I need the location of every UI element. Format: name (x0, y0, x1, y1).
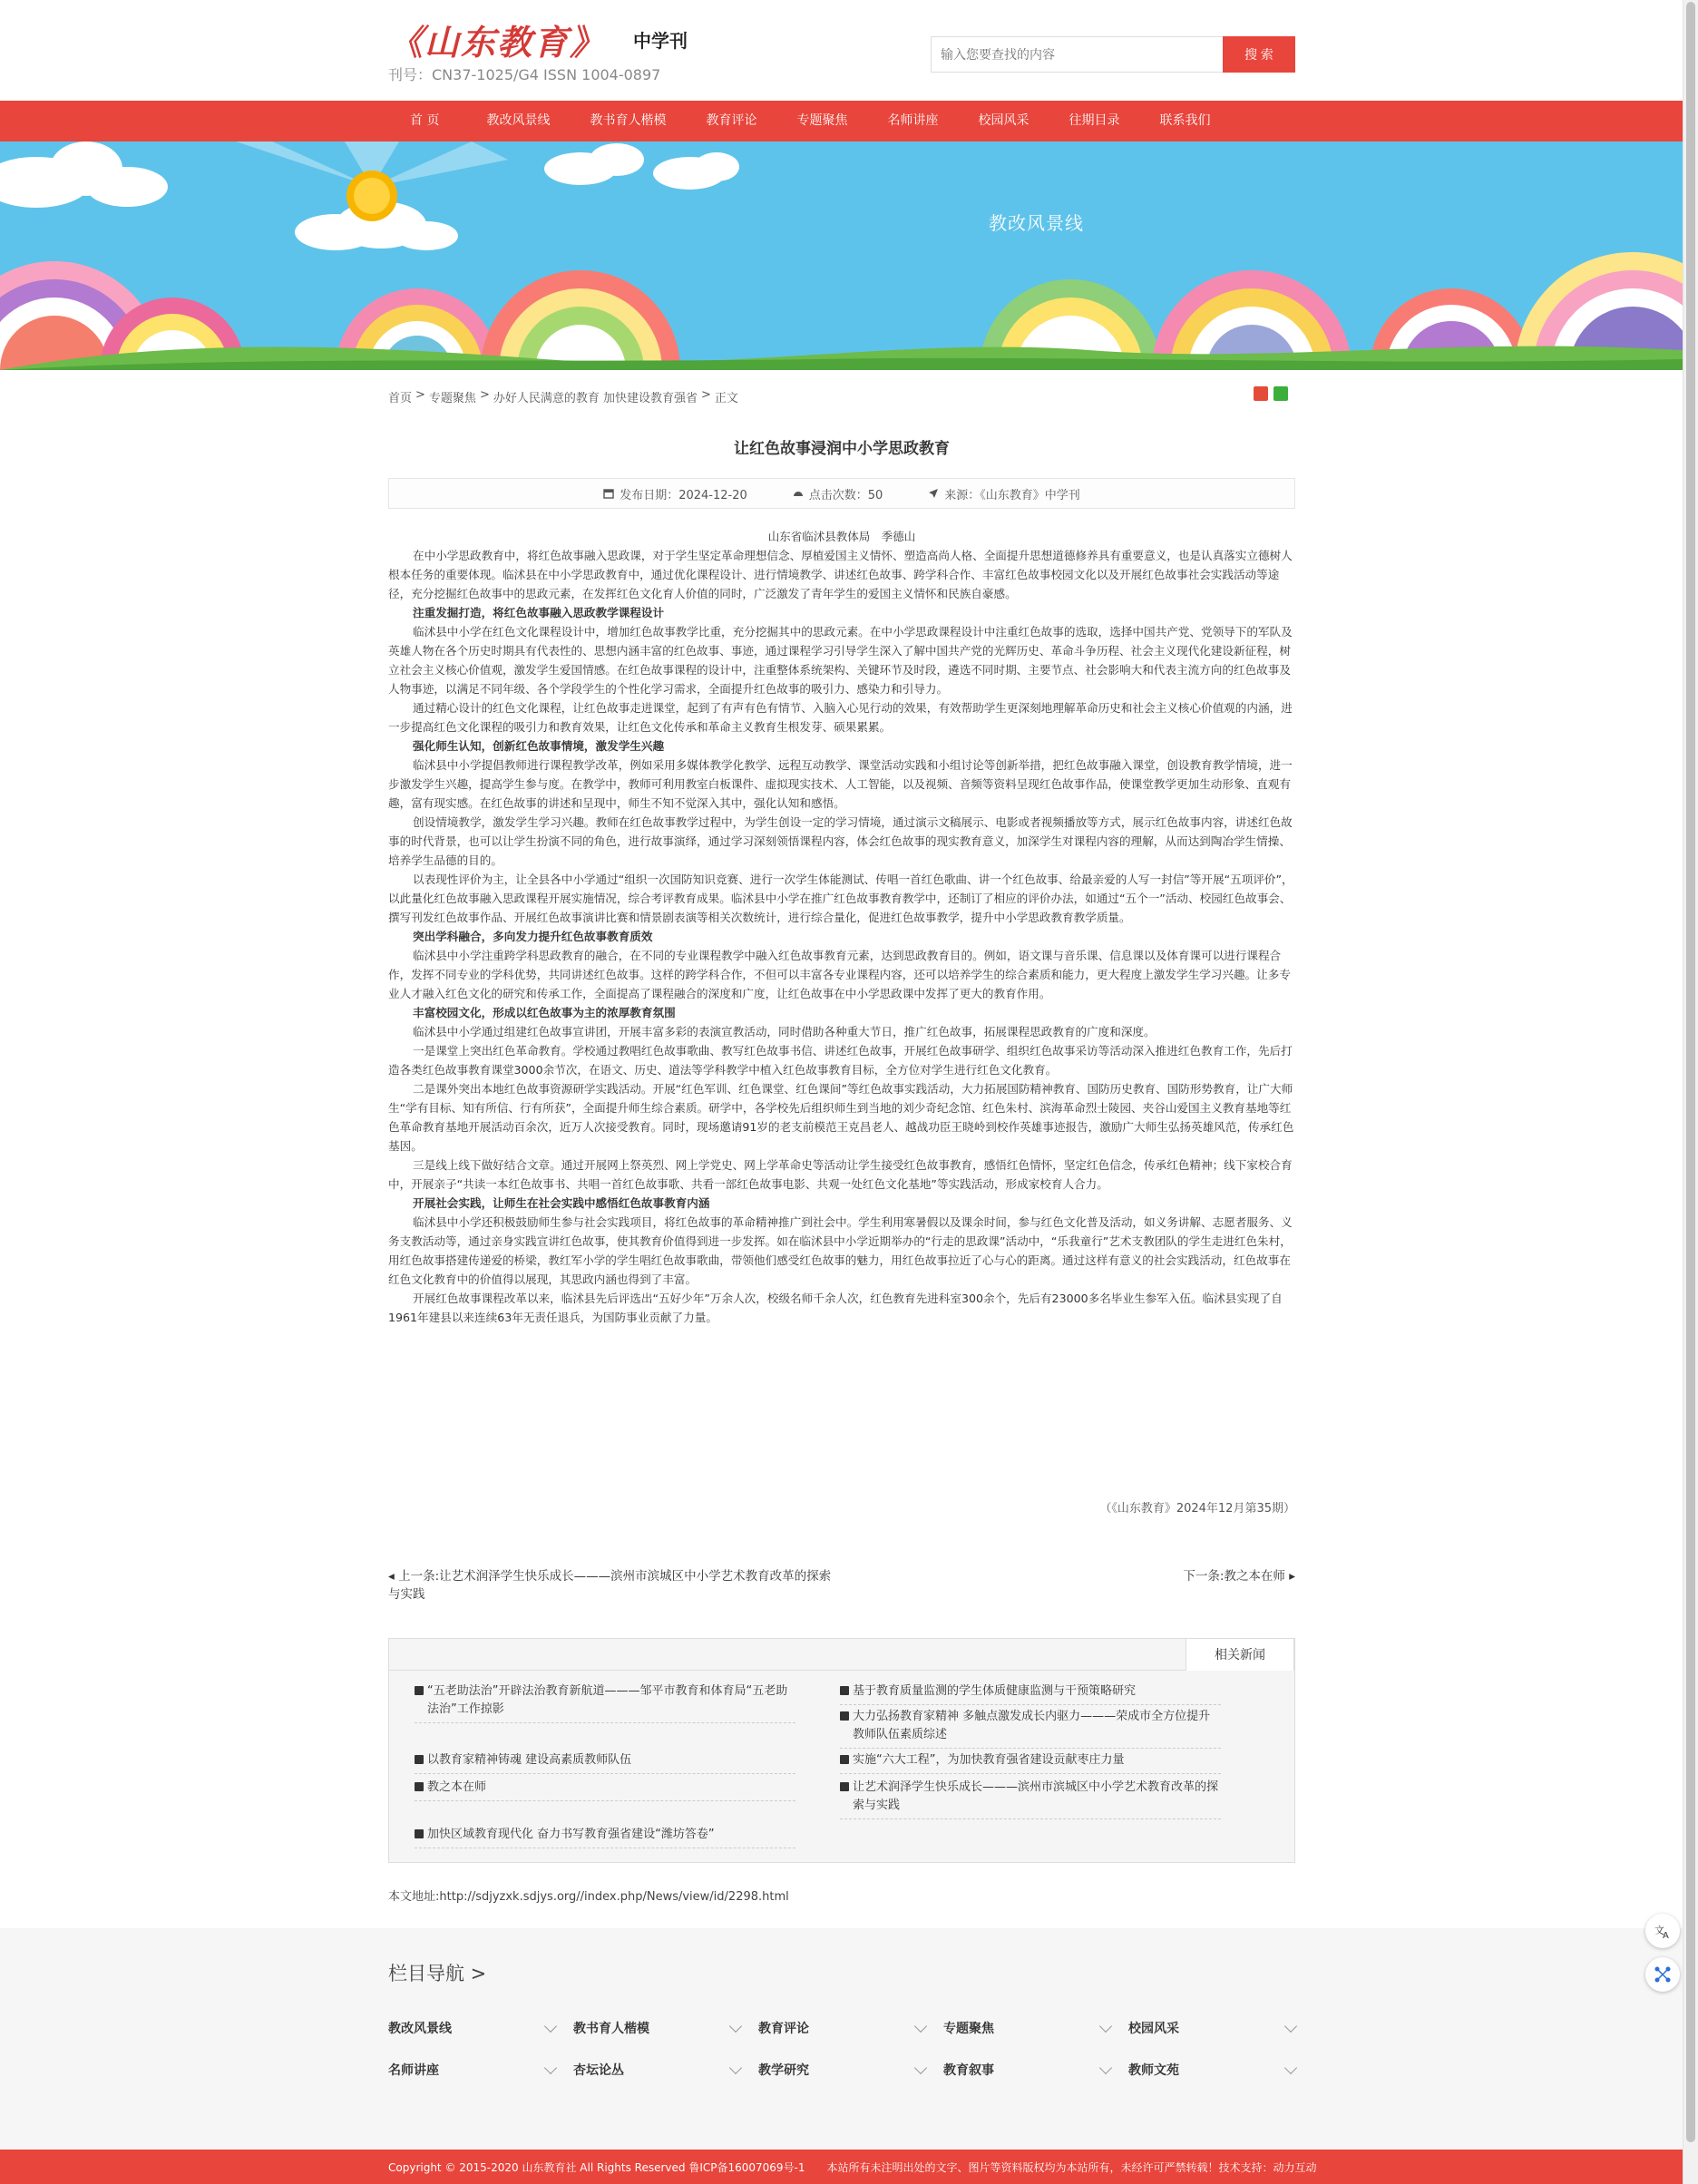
copyright-text: Copyright © 2015-2020 山东教育社 All Rights Reserved 鲁ICP备16007069号-1 本站所有未注明出处的文字、图片等资料版权均为本站所有，未经许可严禁转载！技术支持：动力互动 (388, 2161, 1317, 2174)
breadcrumb-sep: > (479, 388, 490, 402)
chevron-down-icon (729, 2020, 742, 2033)
breadcrumb-home[interactable]: 首页 (388, 392, 413, 405)
nav-item-lianxi[interactable]: 联系我们 (1159, 113, 1211, 128)
location-arrow-icon (928, 488, 939, 499)
paragraph: 二是课外突出本地红色故事资源研学实践活动。开展“红色军训、红色课堂、红色课间”等红色故事实践活动，大力拓展国防精神教育、国防历史教育、国防形势教育，让广大师生“学有目标、知有所信、行有所获”，全面提升师生综合素质。研学中，各学校先后组织师生到当地的刘少奇纪念馆、红色朱村、滨海革命烈士陵园、夹谷山爱国主义教育基地等红色革命教育基地开展活动百余次，近万人次接受教育。同时，现场邀请91岁的老支前模范王克昌老人、越战功臣王晓岭到校作英雄事迹报告，激励广大师生弘扬英雄风范，传承红色基因。 (388, 1082, 1294, 1153)
nav-item-home[interactable]: 首 页 (410, 113, 440, 128)
page-scrollbar[interactable] (1683, 0, 1698, 2184)
logo-subtitle: 中学刊 (633, 29, 688, 52)
section-heading: 注重发掘打造，将红色故事融入思政教学课程设计 (413, 606, 665, 619)
article-source: 来源：《山东教育》中学刊 (944, 488, 1080, 502)
search-button[interactable]: 搜 索 (1223, 36, 1295, 73)
translate-icon (1654, 1922, 1672, 1940)
section-heading: 突出学科融合，多向发力提升红色故事教育质效 (413, 930, 653, 943)
footer-nav-label: 专题聚焦 (943, 2022, 994, 2036)
footer-nav-item[interactable] (573, 2061, 740, 2079)
footer-nav-label: 教学研究 (758, 2063, 809, 2078)
footer-nav-label: 名师讲座 (388, 2063, 439, 2078)
related-news (388, 1638, 1295, 1863)
breadcrumb-sep: > (700, 388, 711, 402)
nav-item-pinglun[interactable]: 教育评论 (706, 113, 757, 128)
breadcrumb-current: 正文 (714, 392, 738, 405)
next-article-title: 下一条:教之本在师 (1183, 1569, 1285, 1584)
click-count: 点击次数：50 (808, 488, 883, 502)
article-url: 本文地址:http://sdjyzxk.sdjys.org//index.php/News/view/id/2298.html (388, 1890, 789, 1904)
breadcrumb-topic[interactable]: 办好人民满意的教育 加快建设教育强省 (493, 392, 698, 405)
chevron-down-icon (544, 2062, 557, 2074)
next-article-link[interactable] (1183, 1567, 1295, 1585)
search-input[interactable] (931, 36, 1223, 73)
related-item[interactable]: 实施“六大工程”，为加快教育强省建设贡献枣庄力量 (840, 1751, 1221, 1774)
prev-article-title: 上一条:让艺术润泽学生快乐成长———滨州市滨城区中小学艺术教育改革的探索与实践 (388, 1569, 832, 1602)
paragraph: 以表现性评价为主，让全县各中小学通过“组织一次国防知识竞赛、进行一次学生体能测试、传唱一首红色歌曲、讲一个红色故事、给最亲爱的人写一封信”等开展“五项评价”，以此量化红色故事融入思政课程开展实施情况，综合考评教育成果。临沭县中小学在推广红色故事教育教学中，还制订了相应的评价办法，如通过“五个一”活动、校园红色故事会、撰写刊发红色故事作品、开展红色故事演讲比赛和情景剧表演等相关次数统计，进行综合量化，促进红色故事教学，提升中小学思政教育教学质量。 (388, 873, 1293, 924)
nav-item-zhuanti[interactable]: 专题聚焦 (796, 113, 848, 128)
share-buttons (1254, 386, 1288, 401)
nav-item-jiaogai[interactable]: 教改风景线 (486, 113, 551, 128)
network-share-button[interactable] (1645, 1957, 1680, 1992)
nav-item-xiaoyuan[interactable]: 校园风采 (978, 113, 1030, 128)
section-heading: 强化师生认知，创新红色故事情境，激发学生兴趣 (413, 739, 665, 753)
related-item[interactable]: 教之本在师 (415, 1779, 795, 1801)
paragraph: 临沭县中小学在红色文化课程设计中，增加红色故事教学比重，充分挖掘其中的思政元素。在中小学思政课程设计中注重红色故事的选取，选择中国共产党、党领导下的军队及英雄人物在各个历史时期具有代表性的、思想内涵丰富的红色故事、事迹，通过课程学习引导学生深入了解中国共产党的光辉历史、革命斗争历程、社会主义现代化建设新征程，树立社会主义核心价值观，激发学生爱国情感。在红色故事课程的设计中，注重整体系统架构、关键环节及时段，遴选不同时期、主要节点、社会影响大和代表主流方向的红色故事及人物事迹，以满足不同年级、各个学段学生的个性化学习需求，全面提升红色故事的吸引力、感染力和引导力。 (388, 625, 1293, 696)
banner-illustration (0, 141, 1683, 370)
chevron-down-icon (544, 2020, 557, 2033)
sun-icon (346, 171, 397, 221)
paragraph: 创设情境教学，激发学生学习兴趣。教师在红色故事教学过程中，为学生创设一定的学习情境，通过演示文稿展示、电影或者视频播放等方式，展示红色故事内容，讲述红色故事的时代背景，也可以让学生扮演不同的角色，进行故事演绎，通过学习深刻领悟课程内容，体会红色故事的现实教育意义，加深学生对课程内容的理解，从而达到陶冶学生情操、培养学生品德的目的。 (388, 815, 1293, 867)
scrollbar-thumb[interactable] (1686, 2, 1695, 2142)
prev-article-link[interactable] (388, 1567, 833, 1604)
publish-date: 发布日期：2024-12-20 (620, 488, 747, 502)
footer-nav-title: 栏目导航 > (388, 1963, 487, 1984)
nav-item-mingshi[interactable]: 名师讲座 (887, 113, 939, 128)
svg-text:A: A (1663, 1931, 1669, 1940)
banner-title: 教改风景线 (989, 212, 1084, 234)
calendar-icon (603, 488, 614, 499)
related-item[interactable]: “五老助法治”开辟法治教育新航道———邹平市教育和体育局“五老助法治”工作掠影 (415, 1682, 795, 1723)
chevron-down-icon (1099, 2062, 1112, 2074)
site-logo[interactable] (388, 16, 688, 62)
footer-nav-item[interactable] (943, 2061, 1110, 2079)
footer-nav-item[interactable] (573, 2019, 740, 2037)
footer-nav-item[interactable] (943, 2019, 1110, 2037)
chevron-down-icon (1284, 2020, 1297, 2033)
banner (0, 141, 1683, 370)
weibo-share-icon[interactable] (1254, 386, 1268, 401)
chevron-down-icon (914, 2020, 927, 2033)
caret-right-icon: ▸ (1289, 1569, 1295, 1584)
related-item[interactable]: 以教育家精神铸魂 建设高素质教师队伍 (415, 1751, 795, 1774)
copyright-bar (0, 2150, 1683, 2184)
chevron-down-icon (914, 2062, 927, 2074)
related-divider (389, 1670, 1294, 1671)
chevron-down-icon (1099, 2020, 1112, 2033)
paragraph: 临沭县中小学通过组建红色故事宣讲团，开展丰富多彩的表演宣教活动，同时借助各种重大节日，推广红色故事，拓展课程思政教育的广度和深度。 (413, 1025, 1156, 1038)
svg-text:文: 文 (1654, 1925, 1664, 1936)
paragraph: 通过精心设计的红色文化课程，让红色故事走进课堂，起到了有声有色有情节、入脑入心见行动的效果，有效帮助学生更深刻地理解革命历史和社会主义核心价值观的内涵，进一步提高红色文化课程的吸引力和教育效果，让红色文化传承和革命主义教育生根发芽、硕果累累。 (388, 701, 1293, 734)
footer-nav-label: 教书育人楷模 (573, 2022, 649, 2036)
logo-text: 《山东教育》 (388, 21, 607, 63)
footer-nav-item[interactable] (758, 2061, 925, 2079)
footer-nav-label: 教师文苑 (1128, 2063, 1179, 2078)
paragraph: 在中小学思政教育中，将红色故事融入思政课，对于学生坚定革命理想信念、厚植爱国主义情怀、塑造高尚人格、全面提升思想道德修养具有重要意义，也是认真落实立德树人根本任务的重要体现。临沭县在中小学思政教育中，通过优化课程设计、进行情境教学、讲述红色故事、跨学科合作、丰富红色故事校园文化以及开展红色故事社会实践活动等途径，充分挖掘红色故事中的思政元素，在发挥红色文化育人价值的同时，广泛激发了青年学生的爱国主义情怀和民族自豪感。 (388, 549, 1293, 600)
article-author: 山东省临沭县教体局 季德山 (767, 530, 916, 543)
section-heading: 开展社会实践，让师生在社会实践中感悟红色故事教育内涵 (413, 1196, 710, 1210)
search-bar (931, 36, 1295, 73)
journal-source: （《山东教育》2024年12月第35期） (1099, 1502, 1295, 1516)
footer-nav-label: 教育叙事 (943, 2063, 994, 2078)
footer-nav (0, 1928, 1683, 2158)
footer-nav-item[interactable] (388, 2019, 555, 2037)
paragraph: 临沭县中小学注重跨学科思政教育的融合，在不同的专业课程教学中融入红色故事教育元素，达到思政教育目的。例如，语文课与音乐课、信息课以及体育课可以进行课程合作，发挥不同专业的学科优势，共同讲述红色故事。这样的跨学科合作，不但可以丰富各专业课程内容，还可以培养学生的综合素质和能力，更大程度上激发学生学习兴趣。让多专业人才融入红色文化的研究和传承工作，全面提高了课程融合的深度和广度，让红色故事在中小学思政课中发挥了更大的教育作用。 (388, 949, 1291, 1000)
footer-nav-item[interactable] (1128, 2061, 1295, 2079)
breadcrumb-sep: > (415, 388, 425, 402)
caret-left-icon: ◂ (388, 1569, 395, 1584)
wechat-share-icon[interactable] (1274, 386, 1288, 401)
chevron-down-icon (1284, 2062, 1297, 2074)
footer-nav-label: 杏坛论丛 (573, 2063, 624, 2078)
main-nav (0, 101, 1683, 141)
tab-related-news[interactable]: 相关新闻 (1186, 1638, 1294, 1671)
issn-text: 刊号：CN37-1025/G4 ISSN 1004-0897 (388, 66, 661, 83)
footer-nav-label: 校园风采 (1128, 2022, 1179, 2036)
footer-nav-item[interactable] (758, 2019, 925, 2037)
paragraph: 临沭县中小学还积极鼓励师生参与社会实践项目，将红色故事的革命精神推广到社会中。学生利用寒暑假以及课余时间，参与红色文化普及活动，如义务讲解、志愿者服务、义务支教活动等，通过亲身实践宣讲红色故事，使其教育价值得到进一步发挥。如在临沭县中小学近期举办的“行走的思政课”活动中，“乐我童行”艺术支教团队的学生走进红色朱村，用红色故事搭建传递爱的桥梁，教红军小学的学生唱红色故事歌曲，带领他们感受红色故事的魅力，用红色故事拉近了心与心的距离。通过这样有意义的社会实践活动，红色故事在红色文化教育中的价值得以展现，其思政内涵也得到了丰富。 (388, 1215, 1293, 1286)
footer-nav-item[interactable] (388, 2061, 555, 2079)
article-title: 让红色故事浸润中小学思政教育 (734, 440, 950, 458)
chevron-down-icon (729, 2062, 742, 2074)
paragraph: 临沭县中小学提倡教师进行课程教学改革，例如采用多媒体教学化教学、远程互动教学、课堂活动实践和小组讨论等创新举措，把红色故事融入课堂，创设教育教学情境，进一步激发学生兴趣，提高学生参与度。在教学中，教师可利用教室白板课件、虚拟现实技术、人工智能，以及视频、音频等资料呈现红色故事作品，使课堂教学更加生动形象、直观有趣，富有现实感。在红色故事的讲述和呈现中，师生不知不觉深入其中，强化认知和感悟。 (388, 758, 1293, 810)
network-icon (1654, 1965, 1672, 1984)
paragraph: 三是线上线下做好结合文章。通过开展网上祭英烈、网上学党史、网上学革命史等活动让学生接受红色故事教育，感悟红色情怀，坚定红色信念，传承红色精神；线下家校合育中，开展亲子“共读一本红色故事书、共唱一首红色故事歌、共看一部红色故事电影、共观一处红色文化基地”等实践活动，形成家校育人合力。 (388, 1158, 1293, 1191)
footer-nav-label: 教育评论 (758, 2022, 809, 2036)
section-heading: 丰富校园文化，形成以红色故事为主的浓厚教育氛围 (413, 1006, 676, 1019)
paragraph: 一是课堂上突出红色革命教育。学校通过教唱红色故事歌曲、教写红色故事书信、讲述红色故事，开展红色故事研学、组织红色故事采访等活动深入推进红色教育工作，先后打造各类红色故事教育课堂3000余节次，在语文、历史、道法等学科教学中植入红色故事教育目标，全方位对学生进行红色文化教育。 (388, 1044, 1293, 1077)
paragraph: 开展红色故事课程改革以来，临沭县先后评选出“五好少年”万余人次，校级名师千余人次，红色教育先进科室300余个，先后有23000多名毕业生参军入伍。临沭县实现了自1961年建县以来连续63年无责任退兵，为国防事业贡献了力量。 (388, 1292, 1283, 1324)
breadcrumb-zhuanti[interactable]: 专题聚焦 (428, 392, 476, 405)
nav-item-wangqi[interactable]: 往期目录 (1069, 113, 1120, 128)
related-item[interactable]: 让艺术润泽学生快乐成长———滨州市滨城区中小学艺术教育改革的探索与实践 (840, 1779, 1221, 1819)
breadcrumb (388, 388, 742, 405)
article-body (388, 546, 1295, 1327)
footer-nav-item[interactable] (1128, 2019, 1295, 2037)
related-item[interactable]: 基于教育质量监测的学生体质健康监测与干预策略研究 (840, 1682, 1221, 1705)
gauge-icon (793, 488, 804, 499)
site-header (0, 0, 1683, 101)
nav-item-kaimo[interactable]: 教书育人楷模 (590, 113, 667, 128)
related-item[interactable]: 大力弘扬教育家精神 多触点激发成长内驱力———荣成市全方位提升教师队伍素质综述 (840, 1708, 1221, 1749)
article-meta (388, 478, 1295, 509)
footer-nav-label: 教改风景线 (388, 2022, 452, 2036)
translate-button[interactable] (1645, 1914, 1680, 1948)
related-item[interactable]: 加快区域教育现代化 奋力书写教育强省建设“潍坊答卷” (415, 1826, 795, 1848)
